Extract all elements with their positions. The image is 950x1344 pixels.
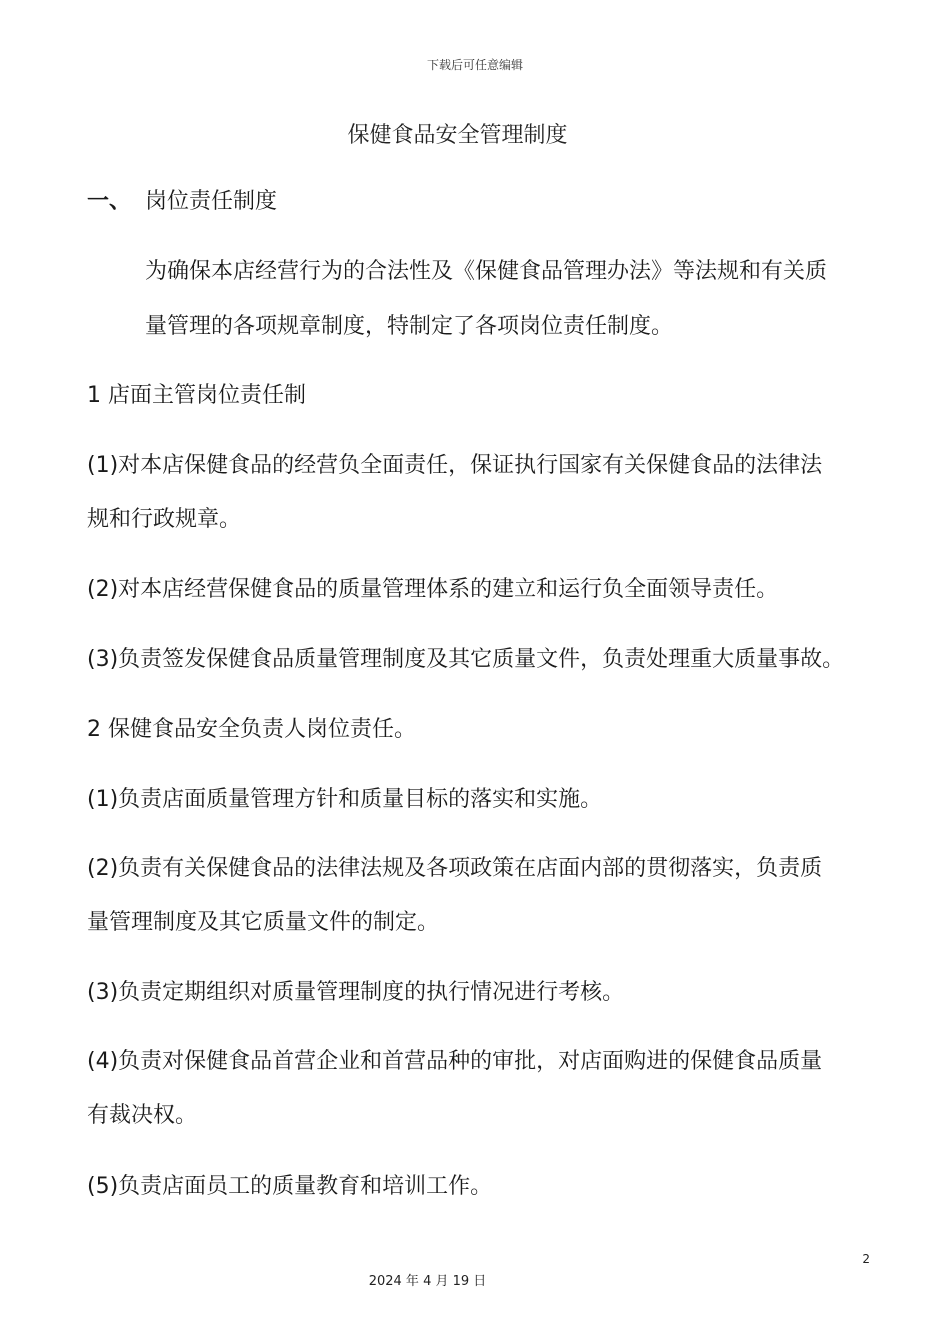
subsection-1-item-line: (2)对本店经营保健食品的质量管理体系的建立和运行负全面领导责任。	[87, 577, 779, 602]
subsection-1-item-line: (3)负责签发保健食品质量管理制度及其它质量文件，负责处理重大质量事故。	[87, 647, 845, 672]
subsection-1-heading: 1 店面主管岗位责任制	[87, 383, 306, 408]
subsection-1-item-line: 规和行政规章。	[87, 507, 242, 532]
subsection-2-heading: 2 保健食品安全负责人岗位责任。	[87, 717, 416, 742]
document-title: 保健食品安全管理制度	[347, 123, 568, 148]
header-note: 下载后可任意编辑	[426, 58, 523, 72]
subsection-1-item-line: (1)对本店保健食品的经营负全面责任，保证执行国家有关保健食品的法律法	[87, 453, 823, 478]
subsection-2-item-line: (3)负责定期组织对质量管理制度的执行情况进行考核。	[87, 980, 625, 1005]
subsection-2-item-line: 有裁决权。	[87, 1103, 198, 1128]
subsection-2-item-line: (5)负责店面员工的质量教育和培训工作。	[87, 1174, 493, 1199]
intro-line-1: 为确保本店经营行为的合法性及《保健食品管理办法》等法规和有关质	[145, 259, 828, 284]
intro-line-2: 量管理的各项规章制度，特制定了各项岗位责任制度。	[145, 314, 674, 339]
section-title: 岗位责任制度	[145, 189, 278, 214]
subsection-2-item-line: 量管理制度及其它质量文件的制定。	[87, 910, 440, 935]
page-number: 2	[862, 1252, 870, 1266]
footer-date: 2024 年 4 月 19 日	[368, 1274, 487, 1289]
section-number: 一、	[87, 189, 132, 214]
subsection-2-item-line: (4)负责对保健食品首营企业和首营品种的审批，对店面购进的保健食品质量	[87, 1049, 823, 1074]
subsection-2-item-line: (2)负责有关保健食品的法律法规及各项政策在店面内部的贯彻落实，负责质	[87, 856, 823, 881]
subsection-2-item-line: (1)负责店面质量管理方针和质量目标的落实和实施。	[87, 787, 603, 812]
